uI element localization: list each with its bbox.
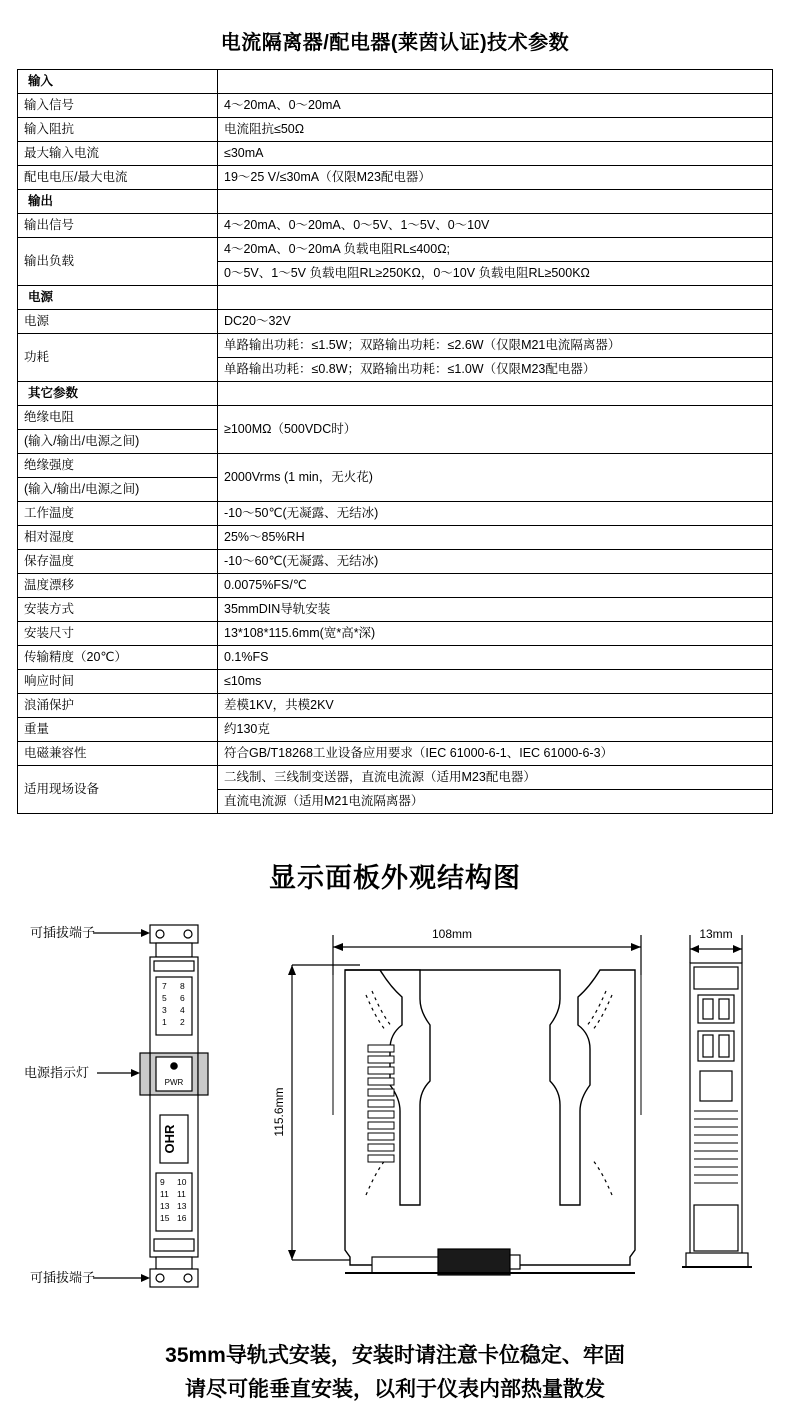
- table-row: [18, 622, 773, 646]
- row-label: 工作温度: [18, 502, 218, 526]
- table-row: [18, 526, 773, 550]
- row-label: 功耗: [18, 334, 218, 382]
- row-label: 温度漂移: [18, 574, 218, 598]
- table-row: [18, 382, 773, 406]
- row-label: 输入: [18, 70, 218, 94]
- row-label: 电源: [18, 286, 218, 310]
- table-row: [18, 310, 773, 334]
- table-row: [18, 238, 773, 262]
- table-row: [18, 454, 773, 478]
- label-dim-height: 115.6mm: [272, 1087, 286, 1136]
- table-row: [18, 142, 773, 166]
- label-top-terminal: 可插拔端子: [30, 925, 95, 940]
- row-label: 输入阻抗: [18, 118, 218, 142]
- row-label: 其它参数: [18, 382, 218, 406]
- row-label: 响应时间: [18, 670, 218, 694]
- row-label: 配电电压/最大电流: [18, 166, 218, 190]
- table-row: [18, 718, 773, 742]
- row-label: 电磁兼容性: [18, 742, 218, 766]
- row-label: 安装方式: [18, 598, 218, 622]
- svg-text:13: 13: [160, 1201, 170, 1211]
- product-diagram: [0, 905, 790, 1325]
- diagram-svg: [0, 905, 790, 1325]
- table-row: [18, 502, 773, 526]
- svg-text:4: 4: [180, 1005, 185, 1015]
- label-brand: OHR: [162, 1124, 177, 1154]
- table-row: [18, 646, 773, 670]
- footer-notes: [0, 1339, 790, 1406]
- svg-text:2: 2: [180, 1017, 185, 1027]
- table-row: [18, 286, 773, 310]
- table-row: [18, 670, 773, 694]
- label-pwr: PWR: [165, 1078, 184, 1087]
- row-label-line1: 绝缘电阻: [18, 406, 218, 430]
- table-row: [18, 214, 773, 238]
- row-value: -10～50℃(无凝露、无结冰): [218, 502, 773, 526]
- label-dim-depth: 13mm: [699, 927, 732, 941]
- row-value: 约130克: [218, 718, 773, 742]
- row-label: 输出: [18, 190, 218, 214]
- row-label-line2: (输入/输出/电源之间): [18, 478, 218, 502]
- row-value: 电流阻抗≤50Ω: [218, 118, 773, 142]
- table-row: [18, 190, 773, 214]
- row-value: 差模1KV，共模2KV: [218, 694, 773, 718]
- svg-text:5: 5: [162, 993, 167, 1003]
- svg-text:7: 7: [162, 981, 167, 991]
- row-label: 重量: [18, 718, 218, 742]
- svg-text:3: 3: [162, 1005, 167, 1015]
- row-value-line1: 二线制、三线制变送器，直流电流源（适用M23配电器）: [218, 766, 773, 790]
- svg-text:11: 11: [160, 1189, 169, 1199]
- svg-text:1: 1: [162, 1017, 167, 1027]
- svg-text:10: 10: [177, 1177, 187, 1187]
- row-value-line2: 单路输出功耗：≤0.8W；双路输出功耗：≤1.0W（仅限M23配电器）: [218, 358, 773, 382]
- row-value: [218, 70, 773, 94]
- row-value: 4～20mA、0～20mA: [218, 94, 773, 118]
- row-value: 0.0075%FS/℃: [218, 574, 773, 598]
- svg-text:15: 15: [160, 1213, 170, 1223]
- table-row: [18, 334, 773, 358]
- svg-text:11: 11: [177, 1189, 186, 1199]
- row-value: 19～25 V/≤30mA（仅限M23配电器）: [218, 166, 773, 190]
- label-power-led: 电源指示灯: [24, 1065, 89, 1080]
- row-value: -10～60℃(无凝露、无结冰): [218, 550, 773, 574]
- table-row: [18, 550, 773, 574]
- row-value-line1: 单路输出功耗：≤1.5W；双路输出功耗：≤2.6W（仅限M21电流隔离器）: [218, 334, 773, 358]
- spec-table: [17, 69, 773, 814]
- row-value: [218, 190, 773, 214]
- row-value: 25%～85%RH: [218, 526, 773, 550]
- label-bottom-terminal: 可插拔端子: [30, 1270, 95, 1285]
- row-value: 13*108*115.6mm(宽*高*深): [218, 622, 773, 646]
- row-value: ≤30mA: [218, 142, 773, 166]
- row-label: 相对湿度: [18, 526, 218, 550]
- row-label: 传输精度（20℃）: [18, 646, 218, 670]
- row-value: [218, 382, 773, 406]
- footer-line-1: 35mm导轨式安装，安装时请注意卡位稳定、牢固: [0, 1339, 790, 1373]
- row-value: 35mmDIN导轨安装: [218, 598, 773, 622]
- row-value-line1: 4～20mA、0～20mA 负载电阻RL≤400Ω;: [218, 238, 773, 262]
- row-label: 适用现场设备: [18, 766, 218, 814]
- row-value: DC20～32V: [218, 310, 773, 334]
- footer-line-2: 请尽可能垂直安装，以利于仪表内部热量散发: [0, 1373, 790, 1406]
- row-value: 2000Vrms (1 min，无火花): [218, 454, 773, 502]
- row-label: 保存温度: [18, 550, 218, 574]
- svg-text:16: 16: [177, 1213, 187, 1223]
- row-label: 浪涌保护: [18, 694, 218, 718]
- row-value: ≥100MΩ（500VDC时）: [218, 406, 773, 454]
- table-row: [18, 118, 773, 142]
- row-label: 安装尺寸: [18, 622, 218, 646]
- row-label: 输出负载: [18, 238, 218, 286]
- table-row: [18, 742, 773, 766]
- table-row: [18, 598, 773, 622]
- table-row: [18, 694, 773, 718]
- row-label: 电源: [18, 310, 218, 334]
- row-value-line2: 0～5V、1～5V 负载电阻RL≥250KΩ，0～10V 负载电阻RL≥500KΩ: [218, 262, 773, 286]
- row-value: [218, 286, 773, 310]
- spec-table-wrapper: [17, 69, 773, 814]
- diagram-heading: 显示面板外观结构图: [0, 856, 790, 895]
- row-label-line1: 绝缘强度: [18, 454, 218, 478]
- table-row: [18, 766, 773, 790]
- row-value-line2: 直流电流源（适用M21电流隔离器）: [218, 790, 773, 814]
- row-label: 最大输入电流: [18, 142, 218, 166]
- label-dim-width: 108mm: [432, 927, 472, 941]
- row-label: 输入信号: [18, 94, 218, 118]
- svg-text:8: 8: [180, 981, 185, 991]
- row-label: 输出信号: [18, 214, 218, 238]
- table-row: [18, 574, 773, 598]
- row-value: 符合GB/T18268工业设备应用要求（IEC 61000-6-1、IEC 61000-6-3）: [218, 742, 773, 766]
- svg-text:6: 6: [180, 993, 185, 1003]
- row-value: 4～20mA、0～20mA、0～5V、1～5V、0～10V: [218, 214, 773, 238]
- table-row: [18, 166, 773, 190]
- table-row: [18, 94, 773, 118]
- table-row: [18, 70, 773, 94]
- row-value: ≤10ms: [218, 670, 773, 694]
- page-title: 电流隔离器/配电器(莱茵认证)技术参数: [0, 0, 790, 69]
- row-label-line2: (输入/输出/电源之间): [18, 430, 218, 454]
- svg-text:9: 9: [160, 1177, 165, 1187]
- row-value: 0.1%FS: [218, 646, 773, 670]
- svg-text:13: 13: [177, 1201, 187, 1211]
- table-row: [18, 406, 773, 430]
